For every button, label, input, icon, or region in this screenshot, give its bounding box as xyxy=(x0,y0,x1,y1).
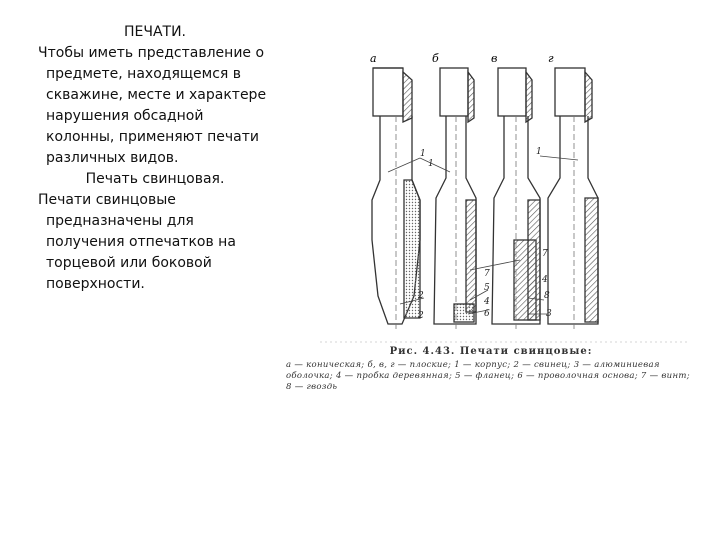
description-line: торцевой или боковой xyxy=(46,255,212,271)
figure-letter: б xyxy=(432,52,439,65)
figure-caption-legend: а — коническая; б, в, г — плоские; 1 — корпус; 2 — свинец; 3 — алюминиевая оболочка; 4 — пробка деревянная; 5 — фланец; 6 — проволочная основа; 7 — винт; 8 — гвоздь xyxy=(286,360,690,392)
callout-number: 3 xyxy=(546,309,552,319)
callout-number: 7 xyxy=(542,249,548,259)
callout-number: 1 xyxy=(420,149,426,159)
figure-letter: а xyxy=(370,52,377,65)
callout-number: 2 xyxy=(418,311,424,321)
description-line: получения отпечатков на xyxy=(46,234,236,250)
intro-paragraph xyxy=(0,43,300,169)
seal-tool-a xyxy=(372,68,420,330)
callout-number: 4 xyxy=(484,297,490,307)
figure-caption xyxy=(286,346,696,393)
seal-tool-c xyxy=(492,68,540,330)
intro-line: нарушения обсадной xyxy=(46,108,204,124)
callout-number: 7 xyxy=(484,269,490,279)
intro-line: скважине, месте и характере xyxy=(46,87,267,103)
seal-tool-b xyxy=(434,68,476,330)
intro-line: Чтобы иметь представление о xyxy=(38,45,265,61)
callout-number: 1 xyxy=(428,159,434,169)
callout-number: 5 xyxy=(484,283,490,293)
seal-tool-d xyxy=(548,68,598,330)
intro-line: колонны, применяют печати xyxy=(46,129,259,145)
callout-number: 1 xyxy=(536,147,542,157)
slide-title: ПЕЧАТИ. xyxy=(123,24,187,40)
description-line: поверхности. xyxy=(46,276,145,292)
slide-text xyxy=(0,22,300,295)
intro-line: различных видов. xyxy=(46,150,179,166)
figure-letter: в xyxy=(491,52,498,65)
description-paragraph xyxy=(0,190,300,295)
callout-number: 8 xyxy=(544,291,550,301)
intro-line: предмете, находящемся в xyxy=(46,66,242,82)
callout-number: 6 xyxy=(484,309,490,319)
figure-caption-title: Рис. 4.43. Печати свинцовые: xyxy=(389,346,593,357)
description-line: предназначены для xyxy=(46,213,194,229)
callout-number: 2 xyxy=(418,291,424,301)
callout-number: 4 xyxy=(542,275,548,285)
slide-subtitle: Печать свинцовая. xyxy=(85,171,225,187)
figure-letter: г xyxy=(548,52,554,65)
description-line: Печати свинцовые xyxy=(38,192,176,208)
lead-seal-figure xyxy=(268,40,708,390)
